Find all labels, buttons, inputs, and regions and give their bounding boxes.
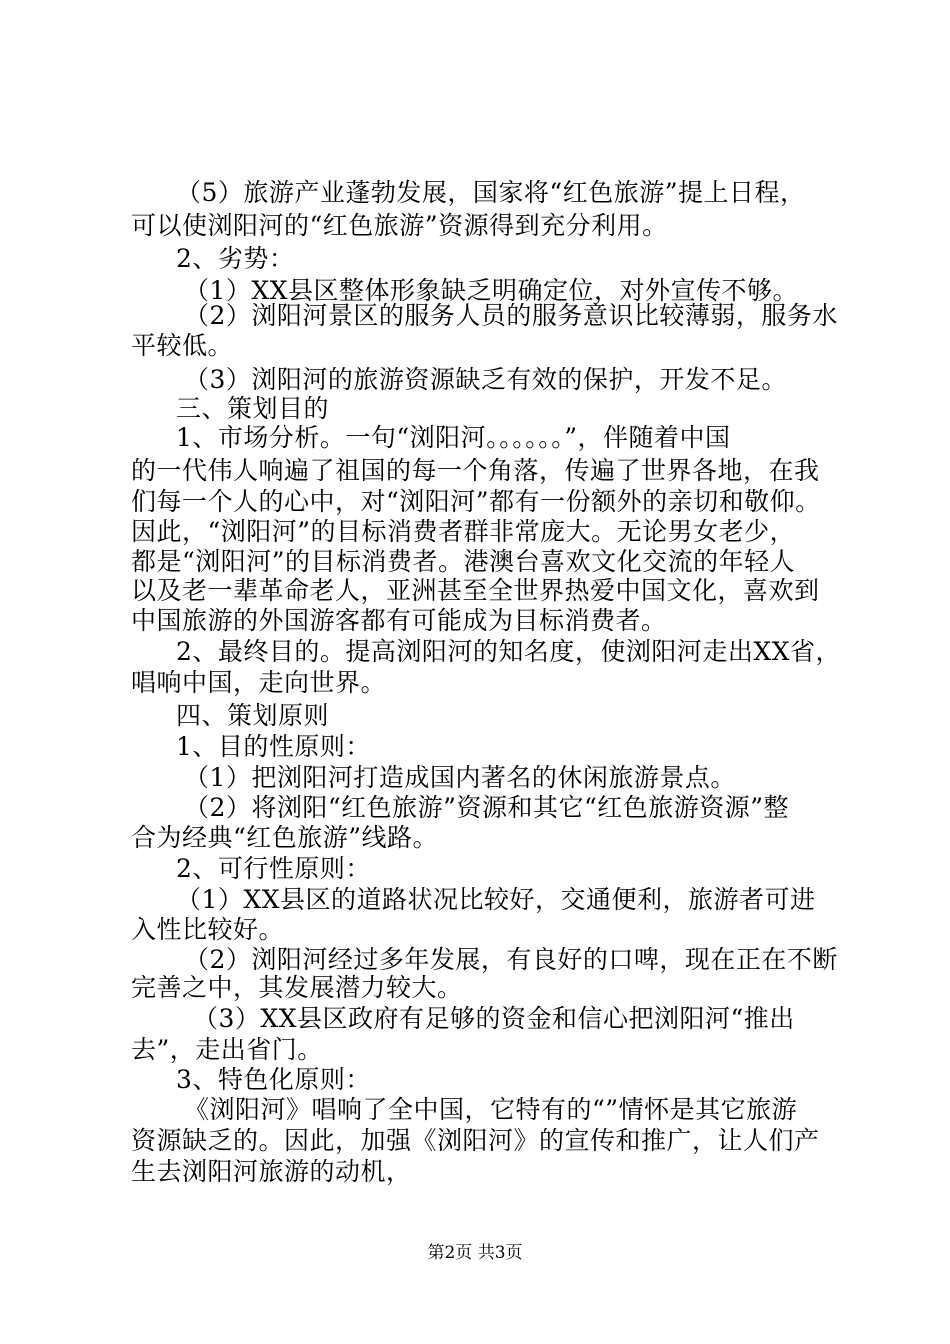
text-line: 1、目的性原则：	[176, 732, 371, 761]
text-line: 的一代伟人响遍了祖国的每一个角落，传遍了世界各地，在我	[131, 456, 820, 485]
text-line: （3）XX县区政府有足够的资金和信心把浏阳河“推出	[193, 1004, 795, 1033]
text-line: 合为经典“红色旅游”线路。	[131, 823, 439, 852]
text-line: （2）将浏阳“红色旅游”资源和其它“红色旅游资源”整	[184, 793, 790, 822]
text-line: 唱响中国，走向世界。	[131, 668, 387, 697]
text-line: 3、特色化原则：	[176, 1065, 371, 1094]
text-line: （1）XX县区的道路状况比较好，交通便利，旅游者可进	[176, 885, 816, 914]
text-line: 2、劣势：	[176, 244, 295, 273]
text-line: 因此，“浏阳河”的目标消费者群非常庞大。无论男女老少，	[131, 517, 796, 546]
text-line: 资源缺乏的。因此，加强《浏阳河》的宣传和推广，让人们产	[131, 1126, 820, 1155]
page-number-footer: 第2页 共3页	[427, 1243, 523, 1263]
text-line: 们每一个人的心中，对“浏阳河”都有一份额外的亲切和敬仰。	[131, 487, 821, 516]
text-line: 入性比较好。	[131, 915, 285, 944]
text-line: 平较低。	[131, 331, 234, 360]
text-line: 以及老一辈革命老人，亚洲甚至全世界热爱中国文化，喜欢到	[131, 576, 820, 605]
text-line: （2）浏阳河经过多年发展，有良好的口啤，现在正在不断	[184, 945, 838, 974]
text-line: （3）浏阳河的旅游资源缺乏有效的保护，开发不足。	[184, 365, 787, 394]
text-line: 都是“浏阳河”的目标消费者。港澳台喜欢文化交流的年轻人	[131, 547, 796, 576]
text-line: （2）浏阳河景区的服务人员的服务意识比较薄弱，服务水	[184, 301, 838, 330]
text-line: 2、最终目的。提高浏阳河的知名度，使浏阳河走出XX省，	[176, 637, 842, 666]
text-line: 2、可行性原则：	[176, 854, 371, 883]
text-line: （1）把浏阳河打造成国内著名的休闲旅游景点。	[184, 763, 736, 792]
section-heading: 四、策划原则	[176, 701, 330, 730]
text-line: 完善之中，其发展潜力较大。	[131, 973, 463, 1002]
text-line: 中国旅游的外国游客都有可能成为目标消费者。	[131, 606, 667, 635]
text-line: 生去浏阳河旅游的动机，	[131, 1157, 412, 1186]
text-line: （5）旅游产业蓬勃发展，国家将“红色旅游”提上日程，	[176, 178, 806, 207]
text-line: 《浏阳河》唱响了全中国，它特有的“”情怀是其它旅游	[184, 1095, 798, 1124]
text-line: 1、市场分析。一句“浏阳河。。。。。。”，伴随着中国	[176, 423, 731, 452]
section-heading: 三、策划目的	[176, 394, 330, 423]
text-line: 可以使浏阳河的“红色旅游”资源得到充分利用。	[131, 211, 668, 240]
text-line: 去”，走出省门。	[131, 1035, 323, 1064]
text-line: （1）XX县区整体形象缺乏明确定位，对外宣传不够。	[184, 276, 799, 305]
